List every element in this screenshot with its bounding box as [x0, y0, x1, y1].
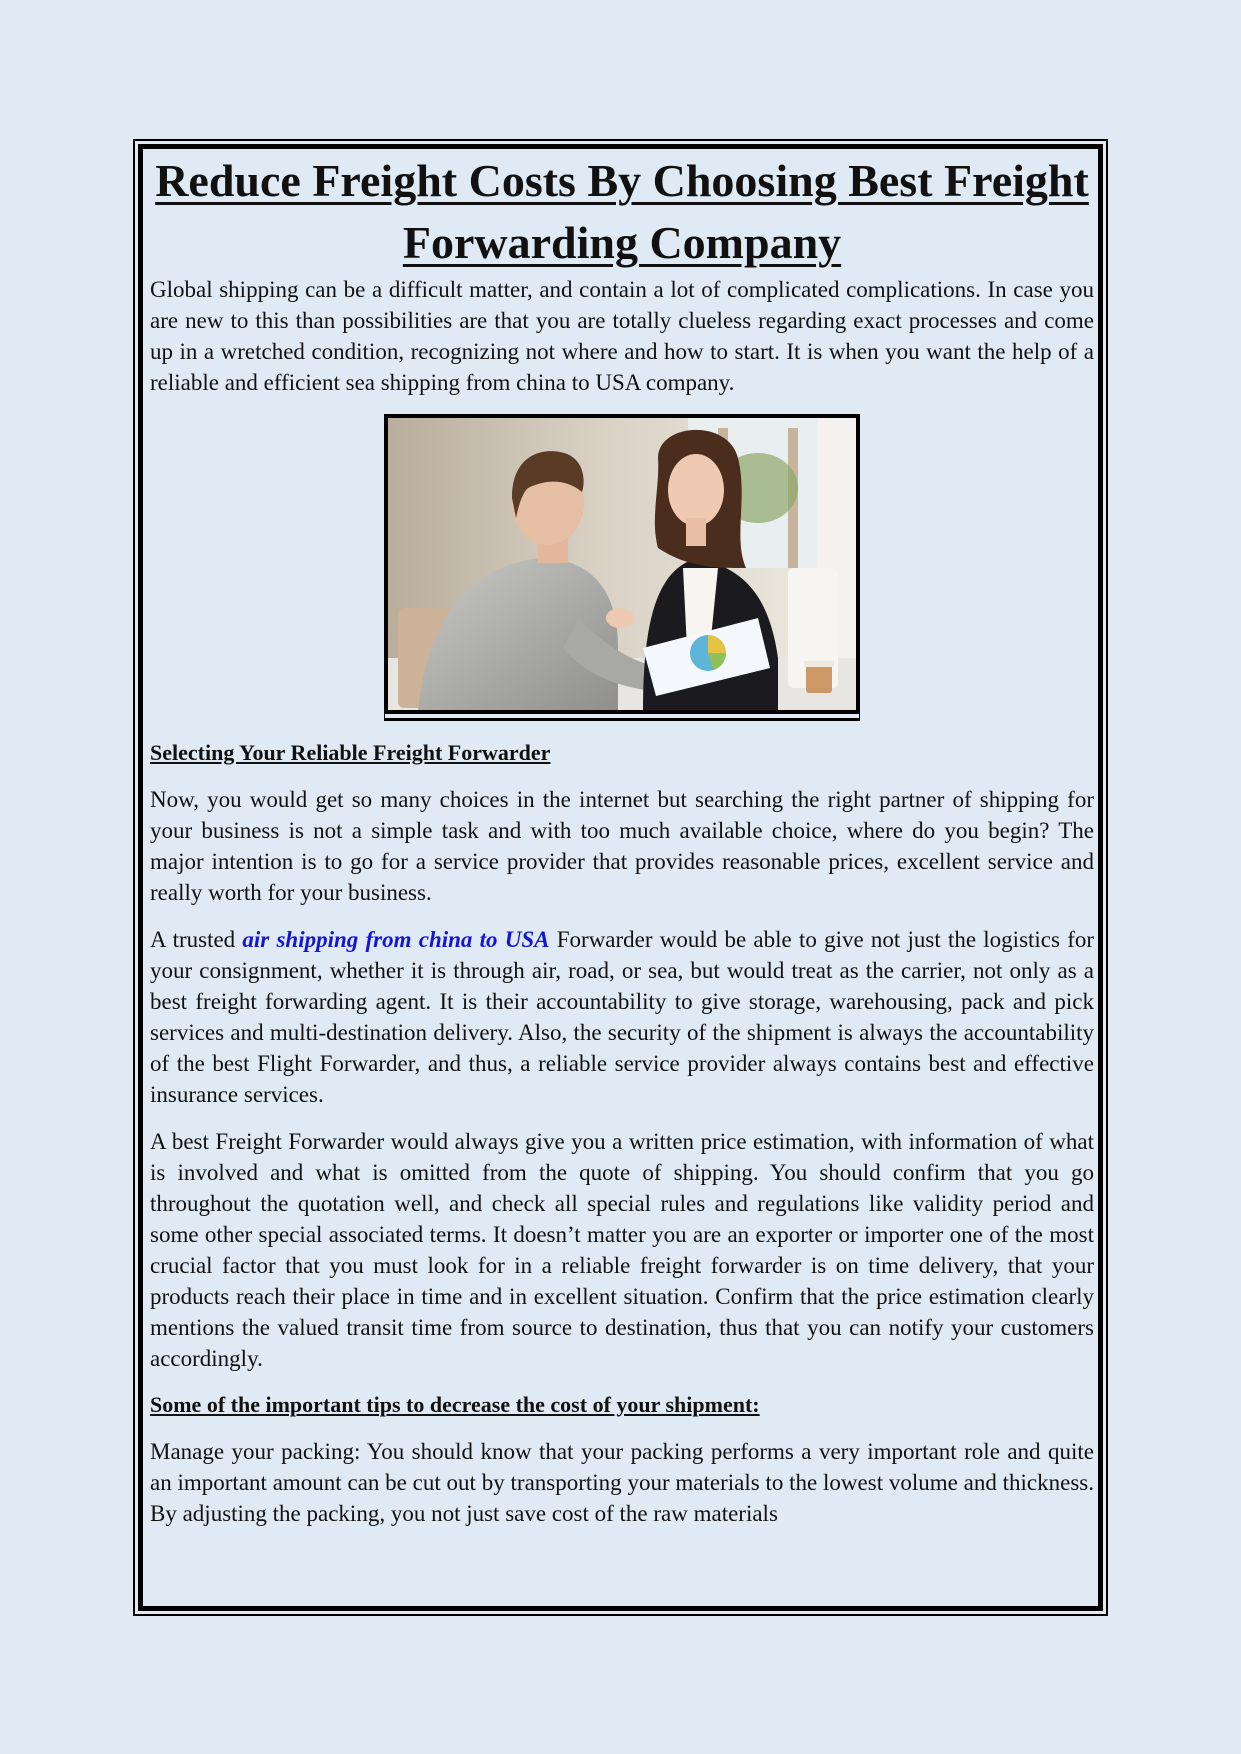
paragraph-text: Forwarder would be able to give not just the logistics for your consignment, whether it is through air, road, or sea, but would treat as the carrier, not only as a best freight forwarding agent. It is their accountability to give storage, warehousing, pack and pick services and multi-destination delivery. Also, the security of the shipment is always the accountability of the best Flight Forwarder, and thus, a reliable service provider always contains best and effective insurance services. — [150, 927, 1095, 1107]
page-title: Reduce Freight Costs By Choosing Best Freight Forwarding Company — [155, 155, 1089, 268]
section-heading-tips: Some of the important tips to decrease the cost of your shipment: — [150, 1392, 760, 1417]
paragraph-manage-packing: Manage your packing: You should know that your packing performs a very important role and quite an important amount can be cut out by transporting your materials to the lowest volume and thickness. By adjusting the packing, you not just save cost of the raw materials — [150, 1439, 1094, 1526]
section-heading-selecting: Selecting Your Reliable Freight Forwarder — [150, 740, 551, 765]
paragraph-choices: Now, you would get so many choices in the internet but searching the right partner of shipping for your business is not a simple task and with too much available choice, where do you begin? The major intention is to go for a service provider that provides reasonable prices, excellent service and really worth for your business. — [150, 787, 1094, 905]
paragraph-price-estimation: A best Freight Forwarder would always give you a written price estimation, with information of what is involved and what is omitted from the quote of shipping. You should confirm that you go throughout the quotation well, and check all special rules and regulations like validity period and some other special associated terms. It doesn’t matter you are an exporter or importer one of the most crucial factor that you must look for in a reliable freight forwarder is on time delivery, that your products reach their place in time and in excellent situation. Confirm that the price estimation clearly mentions the valued transit time from source to destination, thus that you can notify your customers accordingly. — [150, 1129, 1094, 1371]
paragraph-trusted-forwarder — [150, 924, 1094, 1110]
article — [150, 150, 1094, 1545]
business-meeting-photo — [384, 414, 860, 714]
air-shipping-link[interactable]: air shipping from china to USA — [242, 927, 550, 952]
paragraph-text: A trusted — [150, 927, 243, 952]
intro-paragraph: Global shipping can be a difficult matter, and contain a lot of complicated complications. In case you are new to this than possibilities are that you are totally clueless regarding exact processes and come up in a wretched condition, recognizing not where and how to start. It is when you want the help of a reliable and efficient sea shipping from china to USA company. — [150, 277, 1094, 395]
